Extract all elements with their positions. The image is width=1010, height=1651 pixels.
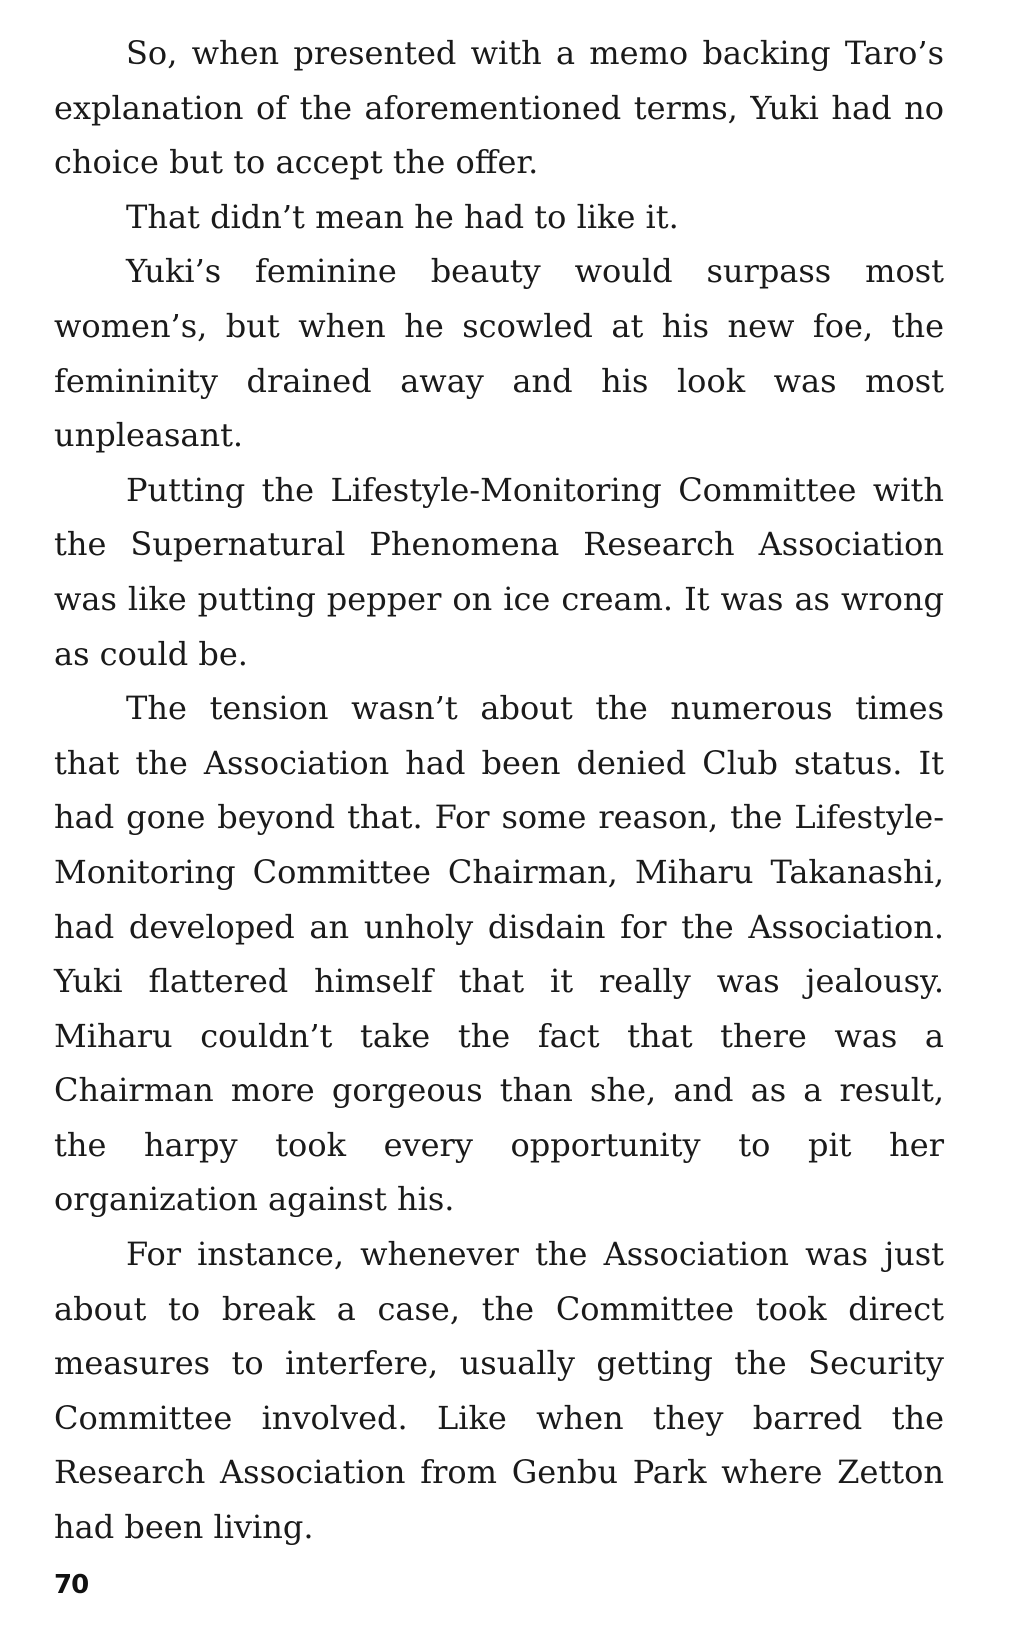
paragraph-1: So, when presented with a memo backing Taro’s explanation of the aforementioned terms, Yuki had no choice but to accept the offer. [54,34,944,182]
paragraph-5: The tension wasn’t about the numerous times that the Association had been denied Club status. It had gone beyond that. For some reason, the Lifestyle-Monitoring Committee Chairman, Miharu Takanashi, had developed an unholy disdain for the Association. Yuki flattered himself that it really was jealousy. Miharu couldn’t take the fact that there was a Chairman more gorgeous than she, and as a result, the harpy took every opportunity to pit her organization against his. [54,689,944,1219]
page-number: 70 [54,1570,89,1600]
paragraph-4: Putting the Lifestyle-Monitoring Committee with the Supernatural Phenomena Research Association was like putting pepper on ice cream. It was as wrong as could be. [54,470,944,673]
paragraph-6: For instance, whenever the Association was just about to break a case, the Committee took direct measures to interfere, usually getting the Security Committee involved. Like when they barred the Research Association from Genbu Park where Zetton had been living. [54,1235,944,1547]
paragraph-3: Yuki’s feminine beauty would surpass most women’s, but when he scowled at his new foe, the femininity drained away and his look was most unpleasant. [54,252,944,455]
paragraph-2: That didn’t mean he had to like it. [126,197,679,236]
body-text [54,26,944,1555]
